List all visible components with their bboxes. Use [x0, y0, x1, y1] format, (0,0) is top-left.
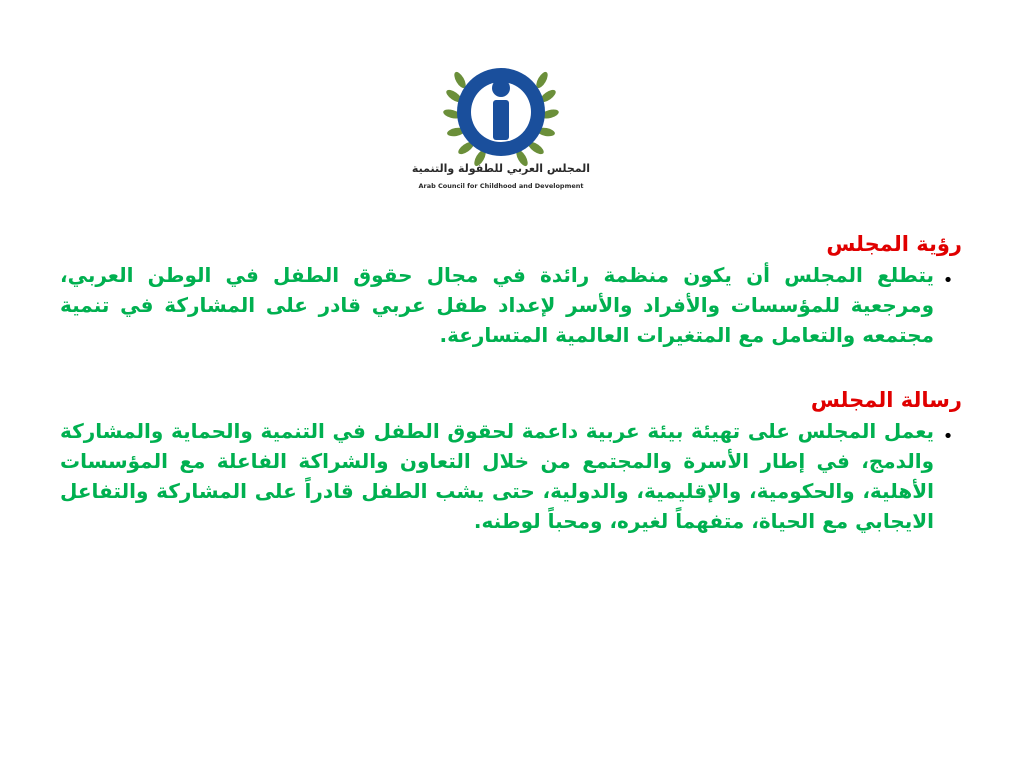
mission-title: رسالة المجلس	[810, 388, 962, 412]
council-logo	[408, 42, 594, 228]
bullet-icon: •	[942, 270, 954, 291]
slide-content	[60, 228, 962, 536]
bullet-icon: •	[942, 426, 954, 447]
vision-text: يتطلع المجلس أن يكون منظمة رائدة في مجال حقوق الطفل في الوطن العربي، ومرجعية للمؤسسات والأفراد والأسر لإعداد طفل عربي قادر على المشاركة في تنمية مجتمعه والتعامل مع المتغيرات العالمية المتسارعة.	[60, 263, 934, 347]
logo-arabic-name: المجلس العربي للطفولة والتنمية	[411, 162, 591, 175]
vision-bullet-item	[60, 260, 962, 350]
mission-bullet-item	[60, 416, 962, 536]
council-emblem-icon	[408, 42, 594, 228]
vision-title: رؤية المجلس	[826, 232, 962, 256]
mission-text: يعمل المجلس على تهيئة بيئة عربية داعمة لحقوق الطفل في التنمية والحماية والمشاركة والدمج، في إطار الأسرة والمجتمع من خلال التعاون والشراكة الفاعلة مع المؤسسات الأهلية، والحكومية، والإقليمية، والدولية، حتى يشب الطفل قادراً على المشاركة والتفاعل الايجابي مع الحياة، متفهماً لغيره، ومحباً لوطنه.	[60, 419, 934, 533]
logo-english-name: Arab Council for Childhood and Development	[418, 182, 584, 190]
